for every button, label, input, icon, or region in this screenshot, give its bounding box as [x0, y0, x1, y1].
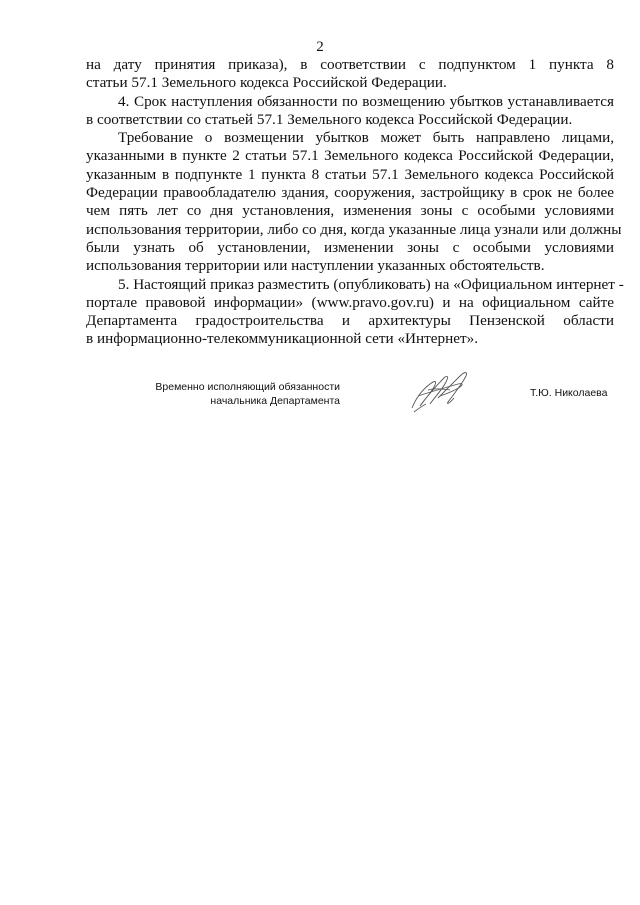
paragraph-item-4	[86, 93, 614, 130]
text-line: чем пять лет со дня установления, изменения зоны с особыми условиями	[86, 202, 614, 220]
text-line: были узнать об установлении, изменении зоны с особыми условиями	[86, 238, 614, 256]
text-line: Департамента градостроительства и архитектуры Пензенской области	[86, 312, 614, 330]
signatory-position	[140, 380, 340, 408]
handwritten-signature-icon	[404, 368, 476, 416]
page-number: 2	[316, 39, 324, 55]
position-line: начальника Департамента	[210, 395, 340, 407]
text-line: использования территории или наступлении указанных обстоятельств.	[86, 257, 545, 275]
document-body	[86, 56, 624, 349]
text-line: в информационно-телекоммуникационной сети «Интернет».	[86, 330, 479, 348]
text-line: на дату принятия приказа), в соответствии с подпунктом 1 пункта 8	[86, 56, 614, 73]
position-line: Временно исполняющий обязанности	[155, 381, 340, 393]
signatory-name: Т.Ю. Николаева	[530, 387, 608, 399]
text-line: использования территории, либо со дня, когда указанные лица узнали или должны	[86, 220, 622, 238]
text-line: портале правовой информации» (www.pravo.gov.ru) и на официальном сайте	[86, 293, 614, 311]
paragraph-item-5	[86, 275, 624, 349]
paragraph-claim-requirement	[86, 129, 622, 275]
text-line: статьи 57.1 Земельного кодекса Российской Федерации.	[86, 74, 447, 92]
text-line: указанными в пункте 2 статьи 57.1 Земельного кодекса Российской Федерации,	[86, 147, 614, 165]
text-line: указанным в подпункте 1 пункта 8 статьи 57.1 Земельного кодекса Российской	[86, 165, 614, 183]
signature-block	[0, 380, 640, 430]
text-line: Федерации правообладателю здания, сооружения, застройщику в срок не более	[86, 184, 614, 202]
text-line: Требование о возмещении убытков может быть направлено лицами,	[118, 129, 614, 147]
paragraph-continuation	[86, 56, 614, 93]
text-line: в соответствии со статьей 57.1 Земельного кодекса Российской Федерации.	[86, 110, 573, 128]
text-line: 5. Настоящий приказ разместить (опубликовать) на «Официальном интернет -	[118, 275, 624, 293]
text-line: 4. Срок наступления обязанности по возмещению убытков устанавливается	[118, 92, 614, 110]
